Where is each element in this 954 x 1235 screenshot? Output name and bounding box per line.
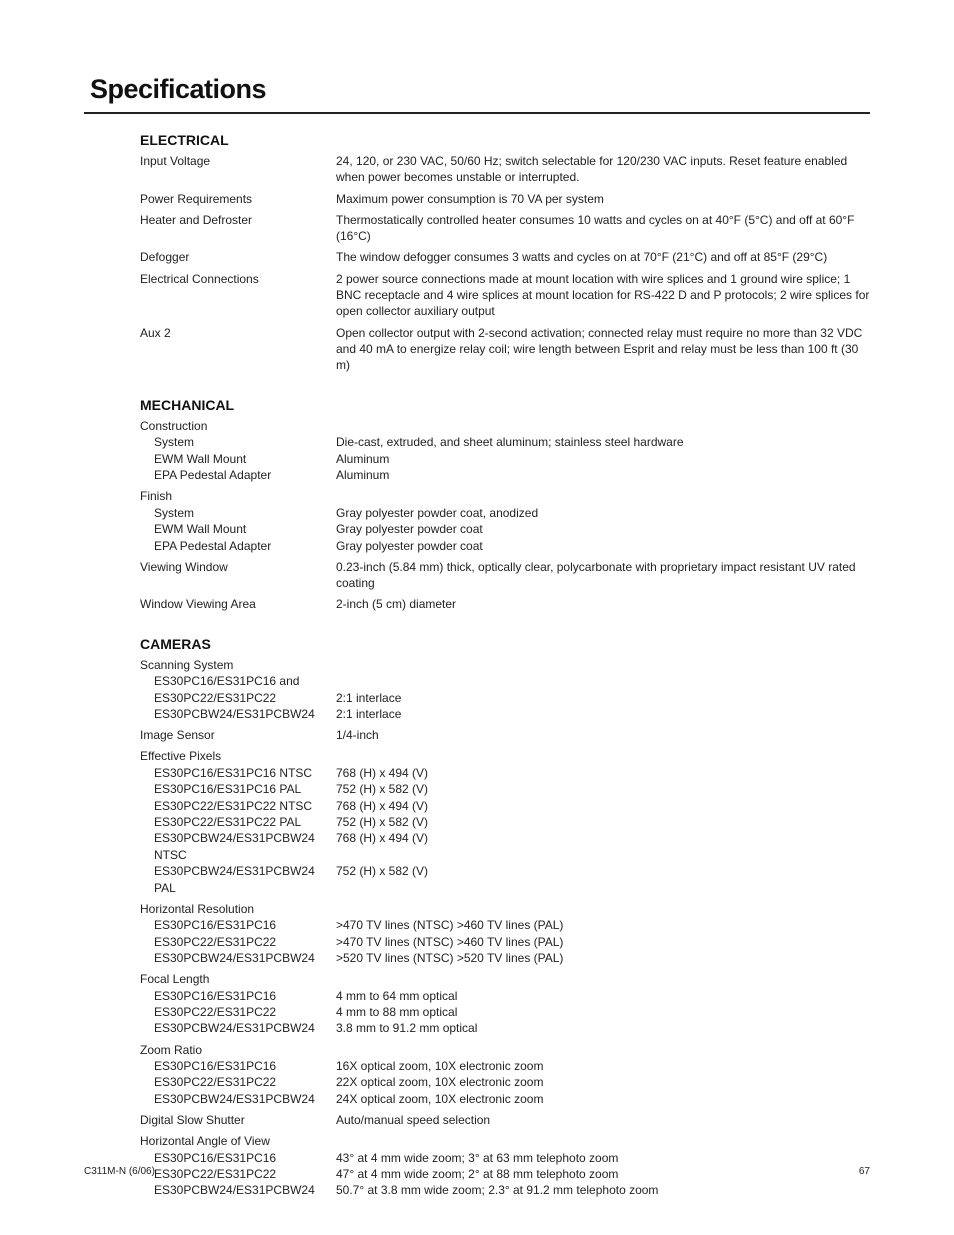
spec-value: 768 (H) x 494 (V) <box>336 798 429 813</box>
spec-row-defogger <box>140 249 870 265</box>
spec-value: 24X optical zoom, 10X electronic zoom <box>336 1091 544 1106</box>
spec-subrow <box>140 934 870 950</box>
spec-value: 2:1 interlace <box>336 690 402 705</box>
spec-label: Window Viewing Area <box>140 597 256 612</box>
spec-subrow <box>140 451 870 467</box>
spec-sublabel: ES30PC16/ES31PC16 <box>154 1150 277 1165</box>
spec-value: 2:1 interlace <box>336 706 402 721</box>
spec-label: Horizontal Angle of View <box>140 1134 270 1149</box>
spec-sublabel: ES30PC16/ES31PC16 <box>154 1059 277 1074</box>
spec-sublabel: System <box>154 435 195 450</box>
spec-label: Finish <box>140 489 173 504</box>
page-title: Specifications <box>90 74 267 104</box>
spec-subrow <box>140 1150 870 1166</box>
spec-subrow <box>140 1166 870 1182</box>
spec-value: Gray polyester powder coat, anodized <box>336 505 539 520</box>
spec-row-electrical-connections <box>140 271 870 320</box>
spec-value: Maximum power consumption is 70 VA per system <box>336 191 604 206</box>
spec-row-power-requirements <box>140 191 870 207</box>
spec-group-label <box>140 418 870 434</box>
spec-label: Construction <box>140 418 208 433</box>
spec-subrow <box>140 765 870 781</box>
spec-group-label <box>140 1133 870 1149</box>
spec-label: Digital Slow Shutter <box>140 1113 245 1128</box>
spec-sublabel: ES30PC22/ES31PC22 NTSC <box>154 798 313 813</box>
spec-value: 3.8 mm to 91.2 mm optical <box>336 1021 478 1036</box>
spec-subrow <box>140 706 870 722</box>
spec-subrow <box>140 988 870 1004</box>
spec-label: Effective Pixels <box>140 749 222 764</box>
spec-label: Power Requirements <box>140 191 253 206</box>
spec-value: The window defogger consumes 3 watts and cycles on at 70°F (21°C) and off at 85°F (29°C) <box>336 250 828 265</box>
spec-label: Viewing Window <box>140 559 228 574</box>
spec-sublabel: ES30PCBW24/ES31PCBW24 <box>154 706 315 721</box>
spec-subrow <box>140 1020 870 1036</box>
spec-group-label <box>140 901 870 917</box>
spec-subrow <box>140 917 870 933</box>
spec-sublabel: ES30PC22/ES31PC22 <box>154 1005 277 1020</box>
spec-subrow <box>140 950 870 966</box>
spec-value: Open collector output with 2-second activation; connected relay must require no more than 32 VDC and 40 mA to energize relay coil; wire length between Esprit and relay must be less than 100 ft (30 m) <box>336 325 863 373</box>
spec-group-label <box>140 1042 870 1058</box>
section-heading-electrical: ELECTRICAL <box>140 132 229 148</box>
spec-value: 768 (H) x 494 (V) <box>336 765 429 780</box>
spec-value: Auto/manual speed selection <box>336 1113 491 1128</box>
spec-value: >470 TV lines (NTSC) >460 TV lines (PAL) <box>336 918 564 933</box>
spec-value: 4 mm to 64 mm optical <box>336 988 458 1003</box>
spec-sublabel: ES30PC16/ES31PC16 <box>154 988 277 1003</box>
spec-label: Image Sensor <box>140 728 215 743</box>
spec-group-label <box>140 657 870 673</box>
spec-row-image-sensor <box>140 727 870 743</box>
spec-sublabel: ES30PC22/ES31PC22 PAL <box>154 814 302 829</box>
spec-label: Horizontal Resolution <box>140 901 255 916</box>
spec-value: 50.7° at 3.8 mm wide zoom; 2.3° at 91.2 mm telephoto zoom <box>336 1183 659 1198</box>
spec-row-aux2 <box>140 325 870 374</box>
spec-subrow <box>140 814 870 830</box>
spec-label: Focal Length <box>140 972 210 987</box>
spec-value: 47° at 4 mm wide zoom; 2° at 88 mm telephoto zoom <box>336 1167 619 1182</box>
spec-sublabel: EPA Pedestal Adapter <box>154 468 272 483</box>
spec-label: Aux 2 <box>140 325 171 340</box>
spec-sublabel: EPA Pedestal Adapter <box>154 538 272 553</box>
spec-sublabel: ES30PCBW24/ES31PCBW24 <box>154 1183 315 1198</box>
spec-group-label <box>140 748 870 764</box>
spec-label: Scanning System <box>140 657 234 672</box>
spec-sublabel: ES30PCBW24/ES31PCBW24 <box>154 1091 315 1106</box>
spec-sublabel: ES30PC16/ES31PC16 PAL <box>154 782 302 797</box>
spec-subrow <box>140 1004 870 1020</box>
spec-value: 22X optical zoom, 10X electronic zoom <box>336 1075 544 1090</box>
spec-subrow <box>140 1182 870 1198</box>
spec-value <box>336 673 870 689</box>
spec-subrow <box>140 521 870 537</box>
footer-doc-code: C311M-N (6/06) <box>84 1166 155 1177</box>
spec-value: Thermostatically controlled heater consumes 10 watts and cycles on at 40°F (5°C) and off at 60°F (16°C) <box>336 212 855 244</box>
spec-sublabel: EWM Wall Mount <box>154 522 247 537</box>
spec-row-input-voltage <box>140 153 870 186</box>
spec-subrow <box>140 781 870 797</box>
spec-label: Zoom Ratio <box>140 1042 203 1057</box>
spec-value: >470 TV lines (NTSC) >460 TV lines (PAL) <box>336 934 564 949</box>
section-heading-mechanical: MECHANICAL <box>140 396 235 413</box>
spec-label: Electrical Connections <box>140 271 259 286</box>
spec-subrow <box>140 1091 870 1107</box>
spec-value: 4 mm to 88 mm optical <box>336 1005 458 1020</box>
spec-label: Input Voltage <box>140 154 211 168</box>
spec-value: 2-inch (5 cm) diameter <box>336 597 457 612</box>
spec-subrow <box>140 1058 870 1074</box>
spec-value: 16X optical zoom, 10X electronic zoom <box>336 1059 544 1074</box>
spec-value: 0.23-inch (5.84 mm) thick, optically clear, polycarbonate with proprietary impact resistant UV rated coating <box>336 559 856 591</box>
spec-subrow <box>140 505 870 521</box>
spec-sublabel: System <box>154 505 195 520</box>
spec-sublabel: ES30PC16/ES31PC16 <box>154 918 277 933</box>
spec-value: Gray polyester powder coat <box>336 538 483 553</box>
spec-subrow <box>140 863 870 896</box>
spec-subrow <box>140 798 870 814</box>
spec-value: 752 (H) x 582 (V) <box>336 864 429 879</box>
spec-group-label <box>140 971 870 987</box>
spec-subrow <box>140 434 870 450</box>
spec-value: 752 (H) x 582 (V) <box>336 782 429 797</box>
spec-sublabel: ES30PCBW24/ES31PCBW24 <box>154 1021 315 1036</box>
spec-subrow <box>140 1074 870 1090</box>
spec-sublabel: ES30PC16/ES31PC16 and <box>154 674 300 689</box>
spec-value: 768 (H) x 494 (V) <box>336 831 429 846</box>
spec-value: 1/4-inch <box>336 728 379 743</box>
spec-sublabel: ES30PC22/ES31PC22 <box>154 1167 277 1182</box>
spec-value: Aluminum <box>336 468 390 483</box>
spec-sublabel: EWM Wall Mount <box>154 451 247 466</box>
spec-value: 43° at 4 mm wide zoom; 3° at 63 mm telephoto zoom <box>336 1150 619 1165</box>
spec-sublabel: ES30PCBW24/ES31PCBW24 PAL <box>154 864 315 895</box>
page-number: 67 <box>858 1166 870 1177</box>
spec-subrow <box>140 673 870 689</box>
section-heading-cameras: CAMERAS <box>140 635 211 652</box>
spec-sublabel: ES30PC22/ES31PC22 <box>154 934 277 949</box>
spec-row-viewing-window <box>140 559 870 592</box>
spec-content <box>140 131 870 1199</box>
spec-value: Die-cast, extruded, and sheet aluminum; stainless steel hardware <box>336 435 684 450</box>
spec-sublabel: ES30PC16/ES31PC16 NTSC <box>154 765 313 780</box>
spec-subrow <box>140 690 870 706</box>
spec-row-window-area <box>140 596 870 612</box>
spec-group-label <box>140 488 870 504</box>
spec-value: 752 (H) x 582 (V) <box>336 814 429 829</box>
spec-row-digital-slow-shutter <box>140 1112 870 1128</box>
spec-sublabel: ES30PCBW24/ES31PCBW24 NTSC <box>154 831 315 862</box>
title-rule <box>84 112 870 114</box>
spec-value: 2 power source connections made at mount location with wire splices and 1 ground wire splice; 1 BNC receptacle and 4 wire splices at mount location for RS-422 D and P protocols; 2 wire splices for open collector auxiliary output <box>336 271 870 319</box>
spec-sublabel: ES30PC22/ES31PC22 <box>154 690 277 705</box>
spec-subrow <box>140 830 870 863</box>
spec-row-heater <box>140 212 870 245</box>
spec-sublabel: ES30PC22/ES31PC22 <box>154 1075 277 1090</box>
spec-value: Aluminum <box>336 451 390 466</box>
spec-value: >520 TV lines (NTSC) >520 TV lines (PAL) <box>336 951 564 966</box>
spec-subrow <box>140 467 870 483</box>
spec-value: Gray polyester powder coat <box>336 522 483 537</box>
spec-sublabel: ES30PCBW24/ES31PCBW24 <box>154 951 315 966</box>
spec-value: 24, 120, or 230 VAC, 50/60 Hz; switch selectable for 120/230 VAC inputs. Reset feature enabled when power becomes unstable or interrupted. <box>336 154 848 185</box>
spec-label: Heater and Defroster <box>140 212 253 227</box>
spec-label: Defogger <box>140 250 190 265</box>
spec-subrow <box>140 538 870 554</box>
